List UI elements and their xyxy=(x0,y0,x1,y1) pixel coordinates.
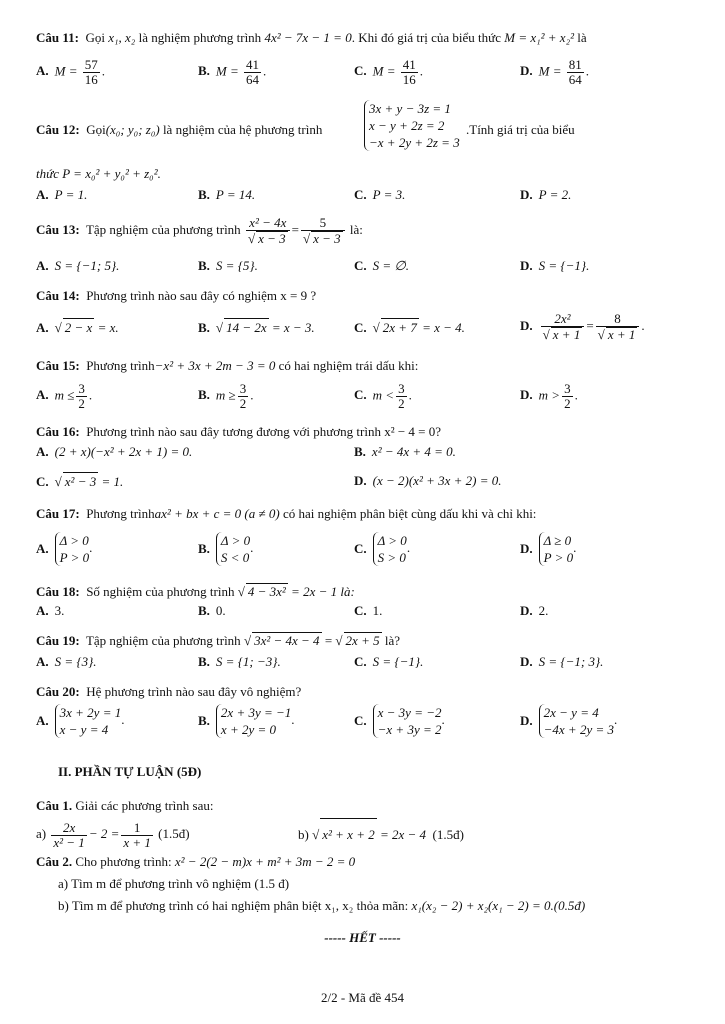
q16-options-row1 xyxy=(36,443,696,463)
q14-option-b[interactable]: B. √ 14 − 2x = x − 3. xyxy=(198,320,315,335)
essay-question-1: Câu 1. Giải các phương trình sau: xyxy=(36,798,214,813)
q16-option-a[interactable]: A. (2 + x)(−x² + 2x + 1) = 0. xyxy=(36,444,193,459)
q11-option-b[interactable]: B. M = $\frac{41}{64}$ . xyxy=(198,57,267,87)
q19-option-d[interactable]: D. S = {−1; 3}. xyxy=(520,654,604,669)
q12-option-b[interactable]: B. P = 14. xyxy=(198,187,256,202)
q13-option-b[interactable]: B. S = {5}. xyxy=(198,258,258,273)
q12-option-a[interactable]: A. P = 1. xyxy=(36,187,88,202)
question-18: Câu 18: Số nghiệm của phương trình √ 4 − 3x² = 2x − 1 là: xyxy=(36,584,355,599)
q11-option-a[interactable]: A. M = $\frac{57}{16}$ . xyxy=(36,57,105,87)
question-14: Câu 14: Phương trình nào sau đây có nghiệm x = 9 ? xyxy=(36,288,317,303)
q18-option-a[interactable]: A. 3. xyxy=(36,603,65,618)
q20-option-d[interactable]: D. 2x − y = 4 −4x + 2y = 3 . xyxy=(520,705,618,737)
essay-question-1-parts: a) $\frac{2x}{\text{x² − 1}}$ − 2 = $\frac{1}{x + 1}$ (1.5đ) b) √ x² + x + 2 = 2x − 4 (1.5đ) xyxy=(36,819,464,850)
q18-option-c[interactable]: C. 1. xyxy=(354,603,383,618)
q15-options xyxy=(36,381,696,411)
q13-option-c[interactable]: C. S = ∅. xyxy=(354,258,409,273)
q11-options xyxy=(36,57,696,87)
question-17: Câu 17: Phương trìnhax² + bx + c = 0 (a ≠ 0) có hai nghiệm phân biệt cùng dấu khi và chỉ khi: xyxy=(36,506,537,521)
q12-line2: thức P = x₀² + y₀² + z₀². xyxy=(36,166,161,181)
q16-option-b[interactable]: B. x² − 4x + 4 = 0. xyxy=(354,444,456,459)
question-16: Câu 16: Phương trình nào sau đây tương đương với phương trình x² − 4 = 0? xyxy=(36,424,442,439)
q18-option-b[interactable]: B. 0. xyxy=(198,603,226,618)
q13-option-d[interactable]: D. S = {−1}. xyxy=(520,258,590,273)
q17-option-c[interactable]: C. Δ > 0 S > 0 . xyxy=(354,533,411,565)
q20-option-b[interactable]: B. 2x + 3y = −1 x + 2y = 0 . xyxy=(198,705,295,737)
q15-option-a[interactable]: A. m ≤ $\frac{3}{2}$ . xyxy=(36,381,93,411)
question-15: Câu 15: Phương trình−x² + 3x + 2m − 3 = 0 có hai nghiệm trái dấu khi: xyxy=(36,358,419,373)
end-marker: ----- HẾT ----- xyxy=(324,930,401,945)
q18-option-d[interactable]: D. 2. xyxy=(520,603,549,618)
q17-option-d[interactable]: D. Δ ≥ 0 P > 0 . xyxy=(520,533,577,565)
q14-options xyxy=(36,312,696,346)
essay-question-2: Câu 2. Cho phương trình: x² − 2(2 − m)x + m² + 3m − 2 = 0 xyxy=(36,854,356,869)
q14-option-d[interactable]: D. $\frac{\text{2x²}}{√ x + 1}$ = $\frac{8}{√ x + 1}$ . xyxy=(520,311,645,342)
q15-option-d[interactable]: D. m > $\frac{3}{2}$ . xyxy=(520,381,578,411)
q16-option-c[interactable]: C. √ x² − 3 = 1. xyxy=(36,474,124,489)
q13-option-a[interactable]: A. S = {−1; 5}. xyxy=(36,258,120,273)
q14-option-c[interactable]: C. √ 2x + 7 = x − 4. xyxy=(354,320,465,335)
q20-option-a[interactable]: A. 3x + 2y = 1 x − y = 4 . xyxy=(36,705,125,737)
q14-option-a[interactable]: A. √ 2 − x = x. xyxy=(36,320,119,335)
q15-option-b[interactable]: B. m ≥ $\frac{3}{2}$ . xyxy=(198,381,254,411)
q20-option-c[interactable]: C. x − 3y = −2 −x + 3y = 2 . xyxy=(354,705,445,737)
q12-system: 3x + y − 3z = 1 x − y + 2z = 2 −x + 2y + 2z = 3 xyxy=(364,100,460,151)
q19-option-c[interactable]: C. S = {−1}. xyxy=(354,654,424,669)
q15-option-c[interactable]: C. m < $\frac{3}{2}$ . xyxy=(354,381,412,411)
essay-question-2b: b) Tìm m để phương trình có hai nghiệm phân biệt x₁, x₂ thỏa mãn: x₁(x₂ − 2) + x₂(x₁ − 2) = 0.(0.5đ) xyxy=(58,898,586,913)
q13-options xyxy=(36,257,696,277)
q16-options-row2 xyxy=(36,472,696,492)
q18-options xyxy=(36,602,696,622)
q19-options xyxy=(36,653,696,673)
question-19: Câu 19: Tập nghiệm của phương trình √ 3x² − 4x − 4 = √ 2x + 5 là? xyxy=(36,633,400,648)
exam-page: Câu 11: Gọi x₁, x₂ là nghiệm phương trình 4x² − 7x − 1 = 0. Khi đó giá trị của biểu thức M = x₁² + x₂² là A. M = $\frac{57}{16}$ . B. M = $\frac{41}{64}$ . C. M = $\frac{41}{16}$ . D. M = $\frac{81}{64}$ . Câu 12: Gọi(x₀; y₀; z₀) là nghiệm của hệ phương trình 3x + y − 3z = 1 x − y + 2z = 2 −x + 2y + 2z = 3 .Tính giá trị của biểu thức P = x₀² + y₀² + z₀². A. P = 1. B. P = 14. C. P = 3. D. P = 2. Câu 13: Tập nghiệm của phương trình $\frac{\text{x² − 4x}}{√ x - 3}$ = $\frac{5}{√ x - 3}$ là: A. S = {−1; 5}. B. S = {5}. C. S = ∅. D. S = {−1}. Câu 14: Phương trình nào sau đây có nghiệm x = 9 ? A. √ 2 − x = x. B. √ 14 − 2x = x − 3. C. √ 2x + 7 = x − 4. D. $\frac{\text{2x²}}{√ x + 1}$ = $\frac{8}{√ x + 1}$ . Câu 15: Phương trình−x² + 3x + 2m − 3 = 0 có hai nghiệm trái dấu khi: A. m ≤ $\frac{3}{2}$ . B. m ≥ $\frac{3}{2}$ . C. m < $\frac{3}{2}$ . D. m > $\frac{3}{2}$ . Câu 16: Phương trình nào sau đây tương đương với phương trình x² − 4 = 0? A. (2 + x)(−x² + 2x + 1) = 0. B. x² − 4x + 4 = 0. C. √ x² − 3 = 1. D. (x − 2)(x² + 3x + 2) = 0. Câu 17: Phương trìnhax² + bx + c = 0 (a ≠ 0) có hai nghiệm phân biệt cùng dấu khi và chỉ khi: A. Δ > 0 P > 0 . B. Δ > 0 S < 0 . C. Δ > 0 S > 0 . D. Δ ≥ 0 P > 0 . Câu 18: Số nghiệm của phương trình √ 4 − 3x² = 2x − 1 là: A. 3. B. 0. C. 1. D. 2. Câu 19: Tập nghiệm của phương trình √ 3x² − 4x − 4 = √ 2x + 5 là? A. S = {3}. B. S = {1; −3}. C. S = {−1}. D. S = {−1; 3}. Câu 20: Hệ phương trình nào sau đây vô nghiệm? A. 3x + 2y = 1 x − y = 4 . B. 2x + 3y = −1 x + 2y = 0 . C. x − 3y = −2 −x + 3y = 2 . D. 2x − y = 4 −4x + 2y = 3 . II. PHẦN TỰ LUẬN (5Đ) Câu 1. Giải các phương trình sau: a) $\frac{2x}{\text{x² − 1}}$ − 2 = $\frac{1}{x + 1}$ (1.5đ) b) √ x² + x + 2 = 2x − 4 (1.5đ) Câu 2. Cho phương trình: x² − 2(2 − m)x + m² + 3m − 2 = 0 a) Tìm m để phương trình vô nghiệm (1.5 đ) b) Tìm m để phương trình có hai nghiệm phân biệt x₁, x₂ thỏa mãn: x₁(x₂ − 2) + x₂(x₁ − 2) = 0.(0.5đ) ----- HẾT ----- 2/2 - Mã đề 454 xyxy=(0,0,725,1024)
q20-options xyxy=(36,704,696,744)
q17-options xyxy=(36,528,696,568)
page-footer: 2/2 - Mã đề 454 xyxy=(320,990,405,1005)
question-13: Câu 13: Tập nghiệm của phương trình $\frac{\text{x² − 4x}}{√ x - 3}$ = $\frac{5}{√ x - 3}$ là: xyxy=(36,215,363,246)
q19-option-a[interactable]: A. S = {3}. xyxy=(36,654,97,669)
essay-question-2a: a) Tìm m để phương trình vô nghiệm (1.5 đ) xyxy=(58,876,290,891)
question-11: Câu 11: Gọi x₁, x₂ là nghiệm phương trình 4x² − 7x − 1 = 0. Khi đó giá trị của biểu thức M = x₁² + x₂² là xyxy=(36,30,587,45)
q11-option-c[interactable]: C. M = $\frac{41}{16}$ . xyxy=(354,57,423,87)
q12-option-c[interactable]: C. P = 3. xyxy=(354,187,406,202)
q11-option-d[interactable]: D. M = $\frac{81}{64}$ . xyxy=(520,57,589,87)
q17-option-a[interactable]: A. Δ > 0 P > 0 . xyxy=(36,533,93,565)
q19-option-b[interactable]: B. S = {1; −3}. xyxy=(198,654,281,669)
question-20: Câu 20: Hệ phương trình nào sau đây vô nghiệm? xyxy=(36,684,302,699)
section-title: II. PHẦN TỰ LUẬN (5Đ) xyxy=(58,764,202,779)
q12-option-d[interactable]: D. P = 2. xyxy=(520,187,572,202)
q17-option-b[interactable]: B. Δ > 0 S < 0 . xyxy=(198,533,254,565)
q16-option-d[interactable]: D. (x − 2)(x² + 3x + 2) = 0. xyxy=(354,473,502,488)
q12-options xyxy=(36,186,696,206)
